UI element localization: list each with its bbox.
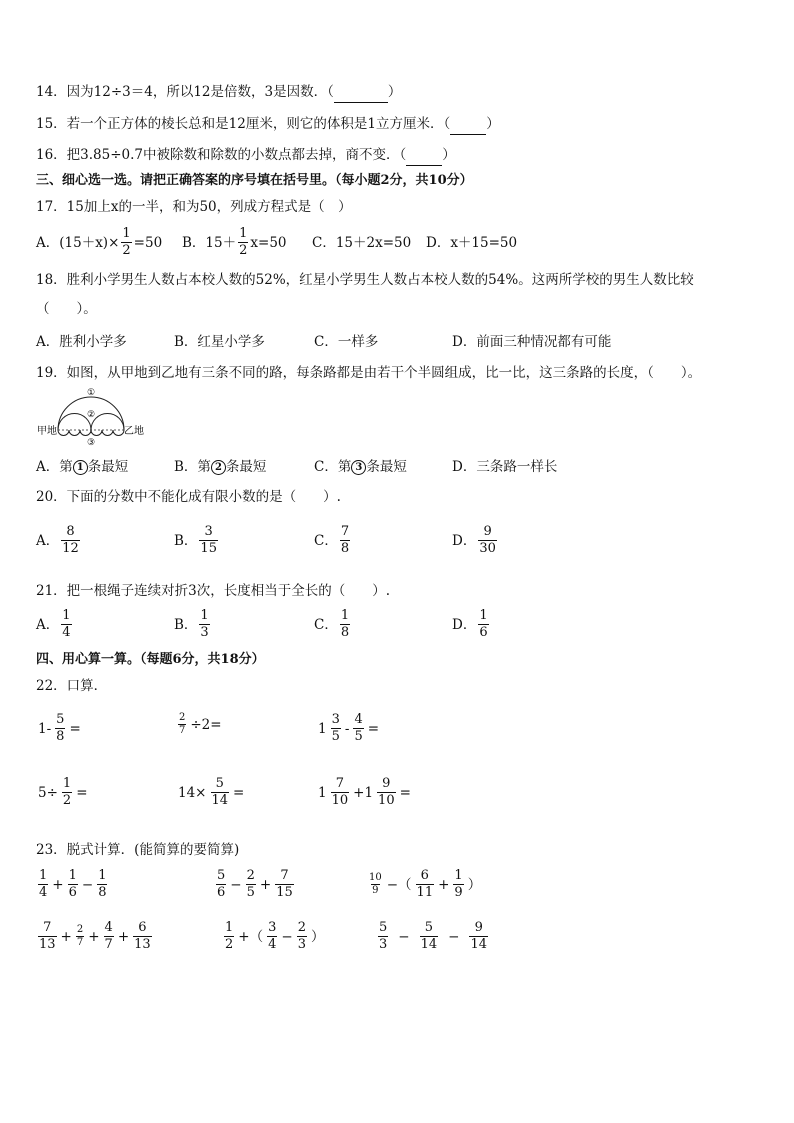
paren-close: ） — [387, 84, 402, 100]
question-16 — [36, 145, 456, 166]
option-label: C． — [314, 616, 338, 633]
q20-option-a[interactable] — [36, 524, 82, 557]
calc-expr-2 — [214, 868, 296, 901]
fraction: $\frac{6}{13}$ — [134, 920, 151, 952]
fraction: 10 9 — [369, 872, 382, 896]
q18-option-a[interactable]: A．胜利小学多 — [36, 334, 127, 350]
q19-option-d[interactable]: D．三条路一样长 — [452, 459, 558, 475]
option-b-tail: 条最短 — [225, 459, 267, 475]
question-14 — [36, 82, 401, 103]
semicircle-route-figure — [36, 384, 148, 446]
whole-number: 1 — [318, 784, 327, 801]
fraction: 1 8 — [340, 608, 350, 640]
operator: + — [88, 928, 100, 945]
fraction: 9 30 — [479, 524, 496, 556]
fraction: 5 6 — [217, 868, 226, 900]
expr-text: ÷2= — [190, 716, 222, 733]
fraction: $\frac{1}{2}$ — [62, 776, 72, 808]
route-label-2: ② — [86, 410, 96, 420]
point-yi: 乙地 — [124, 426, 144, 437]
option-a-text: A．第 — [36, 459, 73, 475]
operator: + — [117, 928, 130, 945]
q18-option-c[interactable]: C．一样多 — [314, 334, 379, 350]
oral-calc-1 — [36, 712, 83, 745]
operator: + — [259, 876, 272, 893]
question-22-stem: 22．口算． — [36, 678, 108, 694]
circled-number: 3 — [351, 460, 366, 475]
option-label: C． — [314, 532, 338, 549]
expr-text: 14× — [178, 784, 207, 801]
calc-expr-3 — [366, 868, 483, 901]
oral-calc-4 — [36, 776, 90, 809]
q17-option-b[interactable] — [182, 226, 287, 259]
question-17-stem: 17．15加上x的一半，和为50，列成方程式是（ ） — [36, 199, 352, 215]
question-15-text: 15．若一个正方体的棱长总和是12厘米，则它的体积是1立方厘米．（ — [36, 116, 451, 132]
question-18-stem: 18．胜利小学男生人数占本校人数的52%，红星小学男生人数占本校人数的54%。这两所学校的男生人数比较 — [36, 272, 694, 288]
paren-close: ） — [467, 876, 482, 893]
fraction: 5 3 — [379, 920, 388, 952]
equals-sign: = — [69, 720, 81, 737]
fraction: 3 4 — [268, 920, 277, 952]
paren-close: ） — [486, 116, 500, 132]
route-label-3: ③ — [86, 438, 96, 446]
answer-blank-16[interactable] — [406, 145, 442, 166]
operator: − — [230, 876, 242, 893]
option-a-tail: 条最短 — [87, 459, 129, 475]
option-label: D． — [452, 616, 477, 633]
fraction: $\frac{1}{6}$ — [68, 868, 77, 900]
q20-option-b[interactable] — [174, 524, 220, 557]
question-20-stem: 20．下面的分数中不能化成有限小数的是（ ）. — [36, 489, 341, 505]
q19-option-a[interactable] — [36, 457, 128, 477]
option-c-text: C．第 — [314, 459, 352, 475]
operator: −（ — [386, 876, 412, 893]
circled-number: 2 — [211, 460, 226, 475]
paren-close: ） — [310, 928, 325, 945]
oral-calc-2 — [176, 712, 224, 737]
fraction: 7 10 — [331, 776, 349, 808]
section-3-heading: 三、细心选一选。请把正确答案的序号填在括号里。（每小题2分，共10分） — [36, 173, 473, 188]
fraction: $\frac{5}{8}$ — [56, 712, 65, 744]
semicircle-diagram — [36, 384, 148, 446]
operator: +1 — [353, 784, 374, 801]
operator: − — [281, 928, 293, 945]
fraction: 1 4 — [39, 868, 48, 900]
fraction: $\frac{2}{5}$ — [246, 868, 255, 900]
q21-option-a[interactable] — [36, 608, 74, 641]
fraction: $\frac{1}{2}$ — [122, 226, 131, 258]
q20-option-c[interactable] — [314, 524, 352, 557]
fraction: $\frac{5}{14}$ — [211, 776, 229, 808]
operator: +（ — [238, 928, 264, 945]
oral-calc-3 — [316, 712, 381, 745]
q20-option-d[interactable] — [452, 524, 499, 557]
option-b-text: B．15＋ — [182, 234, 237, 251]
question-16-text: 16．把3.85÷0.7中被除数和除数的小数点都去掉，商不变．（ — [36, 147, 407, 163]
oral-calc-5 — [176, 776, 246, 809]
fraction: $\frac{9}{10}$ — [378, 776, 395, 808]
option-a-tail: =50 — [133, 234, 163, 251]
question-21-stem: 21．把一根绳子连续对折3次，长度相当于全长的（ ）. — [36, 583, 391, 599]
fraction: 1 4 — [62, 608, 71, 640]
operator: − — [81, 876, 94, 893]
fraction: 1 2 — [239, 226, 248, 258]
question-14-text: 14．因为12÷3＝4，所以12是倍数，3是因数．（ — [36, 84, 334, 100]
fraction: 3 5 — [331, 712, 340, 744]
q17-option-c[interactable]: C．15＋2x=50 — [312, 235, 412, 251]
fraction: 1 2 — [225, 920, 234, 952]
operator: − — [398, 928, 410, 945]
operator: − — [448, 928, 460, 945]
operator: + — [438, 876, 450, 893]
route-label-1: ① — [86, 388, 96, 398]
section-4-heading: 四、用心算一算。（每题6分，共18分） — [36, 652, 265, 667]
expr-text: 1- — [38, 720, 52, 737]
operator: + — [52, 876, 64, 893]
question-19-stem: 19．如图，从甲地到乙地有三条不同的路，每条路都是由若干个半圆组成，比一比，这三条路的长度，（ ）。 — [36, 365, 702, 381]
answer-blank-14[interactable] — [334, 82, 388, 103]
fraction: 7 8 — [340, 524, 350, 556]
fraction: 6 11 — [416, 868, 434, 900]
calc-expr-6 — [376, 920, 490, 953]
q19-option-b[interactable] — [174, 457, 266, 477]
whole-number: 1 — [318, 720, 327, 737]
circled-number: 1 — [73, 460, 88, 475]
fraction: $\frac{2}{3}$ — [297, 920, 306, 952]
q18-option-d[interactable]: D．前面三种情况都有可能 — [452, 334, 612, 350]
fraction: 1 3 — [200, 608, 209, 640]
point-jia: 甲地 — [37, 426, 57, 437]
paren-close: ） — [442, 147, 456, 163]
fraction: $\frac{4}{7}$ — [104, 920, 113, 952]
q18-option-b[interactable]: B．红星小学多 — [174, 334, 265, 350]
equals-sign: = — [233, 784, 245, 801]
calc-expr-5 — [222, 920, 326, 953]
oral-calc-6 — [316, 776, 413, 809]
operator: - — [344, 720, 350, 737]
fraction: $\frac{9}{14}$ — [470, 920, 487, 952]
q21-option-c[interactable] — [314, 608, 352, 641]
option-b-tail: x=50 — [250, 234, 287, 251]
q21-option-d[interactable] — [452, 608, 491, 641]
question-23-stem: 23．脱式计算．(能简算的要简算) — [36, 842, 240, 858]
option-label: A． — [36, 616, 60, 633]
fraction: 3 15 — [200, 524, 217, 556]
fraction: $\frac{1}{8}$ — [98, 868, 107, 900]
option-label: B． — [174, 532, 198, 549]
answer-blank-15[interactable] — [450, 114, 486, 135]
fraction: 8 12 — [62, 524, 79, 556]
option-b-text: B．第 — [174, 459, 211, 475]
fraction: $\frac{7}{15}$ — [276, 868, 293, 900]
calc-expr-1 — [36, 868, 109, 901]
expr-text: 5÷ — [38, 784, 58, 801]
fraction: $\frac{2}{7}$ — [76, 924, 84, 948]
calc-expr-4 — [36, 920, 154, 953]
operator: + — [60, 928, 72, 945]
fraction: 1 6 — [479, 608, 488, 640]
q17-option-a[interactable] — [36, 226, 162, 259]
option-a-text: A．(15＋x)× — [36, 234, 120, 251]
fraction: $\frac{2}{7}$ — [179, 712, 186, 736]
option-label: B． — [174, 616, 198, 633]
equals-sign: = — [367, 720, 380, 737]
question-15 — [36, 114, 500, 135]
q21-option-b[interactable] — [174, 608, 212, 641]
question-18-stem-cont: （ ）。 — [36, 301, 97, 317]
fraction: 7 13 — [39, 920, 56, 952]
fraction: $\frac{4}{5}$ — [354, 712, 363, 744]
option-label: D． — [452, 532, 477, 549]
q17-option-d[interactable]: D．x＋15=50 — [426, 235, 518, 251]
option-label: A． — [36, 532, 60, 549]
q19-option-c[interactable] — [314, 457, 407, 477]
option-c-tail: 条最短 — [366, 459, 407, 475]
equals-sign: = — [76, 784, 88, 801]
fraction: $\frac{1}{9}$ — [454, 868, 463, 900]
fraction: $\frac{5}{14}$ — [420, 920, 438, 952]
equals-sign: = — [399, 784, 411, 801]
